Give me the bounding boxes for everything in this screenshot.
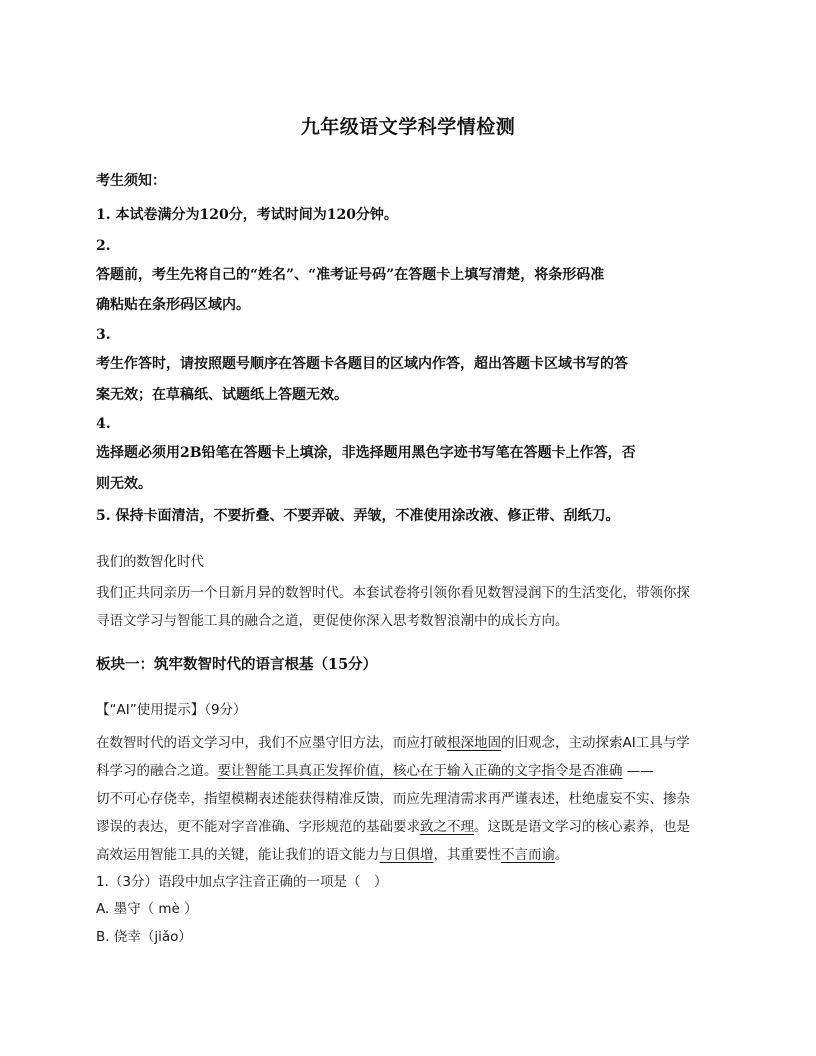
notice-number-3: 3. (96, 327, 111, 343)
notice-line-5: 5. 保持卡面清洁，不要折叠、不要弄破、弄皱，不准使用涂改液、修正带、刮纸刀。 (96, 508, 620, 524)
intro-line-1: 我们正共同亲历一个日新月异的数智时代。本套试卷将引领你看见数智浸润下的生活变化，带领你探 (96, 585, 690, 601)
text-run: ，其重要性 (433, 847, 501, 863)
text-run: 的旧观念，主动探索AI工具与学 (501, 735, 690, 751)
question-1-option-b: B. 侥幸（jiǎo） (96, 929, 192, 945)
notice-line-2a: 答题前，考生先将自己的“姓名”、“准考证号码”在答题卡上填写清楚，将条形码准 (96, 267, 605, 283)
question-1-option-a: A. 墨守（ mè ） (96, 901, 198, 917)
ai-tip-paragraph-line-2 (96, 761, 720, 781)
ai-tip-heading: 【“AI”使用提示】（9分） (96, 702, 247, 718)
section-1-heading: 板块一：筑牢数智时代的语言根基（15分） (96, 656, 378, 673)
page-title: 九年级语文学科学情检测 (300, 116, 516, 138)
text-run: 谬误的表达，更不能对字音准确、字形规范的基础要求 (96, 819, 420, 835)
notice-line-2b: 确粘贴在条形码区域内。 (96, 297, 250, 313)
ai-tip-paragraph-line-5 (96, 845, 720, 865)
ai-tip-paragraph-line-3: 切不可心存侥幸，指望模糊表述能获得精准反馈，而应先理清需求再严谨表述，杜绝虚妄不实、掺杂 (96, 791, 690, 807)
text-run: 高效运用智能工具的关键，能让我们的语文能力 (96, 847, 380, 863)
notice-line-4a: 选择题必须用2B铅笔在答题卡上填涂，非选择题用黑色字迹书写笔在答题卡上作答，否 (96, 445, 636, 461)
ai-tip-paragraph-line-1 (96, 733, 720, 753)
ai-tip-paragraph-line-4 (96, 817, 720, 837)
underlined-idiom: 与日俱增 (379, 847, 434, 863)
underlined-idiom: 致之不理 (420, 819, 474, 835)
text-run: 。这既是语文学习的核心素养，也是 (474, 819, 690, 835)
notice-line-1: 1. 本试卷满分为120分，考试时间为120分钟。 (96, 207, 398, 223)
notice-number-2: 2. (96, 238, 111, 254)
notice-line-4b: 则无效。 (96, 476, 152, 492)
text-run: 。 (555, 847, 569, 863)
notice-line-3a: 考生作答时，请按照题号顺序在答题卡各题目的区域内作答，超出答题卡区域书写的答 (96, 356, 628, 372)
underlined-idiom: 根深地固 (447, 735, 501, 751)
question-1-stem: 1.（3分）语段中加点字注音正确的一项是（ ） (96, 874, 388, 890)
underlined-idiom: 不言而谕 (501, 847, 555, 863)
notice-heading: 考生须知： (96, 173, 166, 189)
notice-line-3b: 案无效；在草稿纸、试题纸上答题无效。 (96, 387, 348, 403)
notice-number-4: 4. (96, 416, 111, 432)
text-run: 在数智时代的语文学习中，我们不应墨守旧方法，而应打破 (96, 735, 447, 751)
intro-heading: 我们的数智化时代 (96, 554, 204, 570)
text-run: —— (622, 763, 654, 779)
text-run: 科学习的融合之道。 (96, 763, 218, 779)
underlined-sentence: 要让智能工具真正发挥价值，核心在于输入正确的文字指令是否准确 (217, 763, 623, 779)
intro-line-2: 寻语文学习与智能工具的融合之道，更促使你深入思考数智浪潮中的成长方向。 (96, 613, 569, 629)
